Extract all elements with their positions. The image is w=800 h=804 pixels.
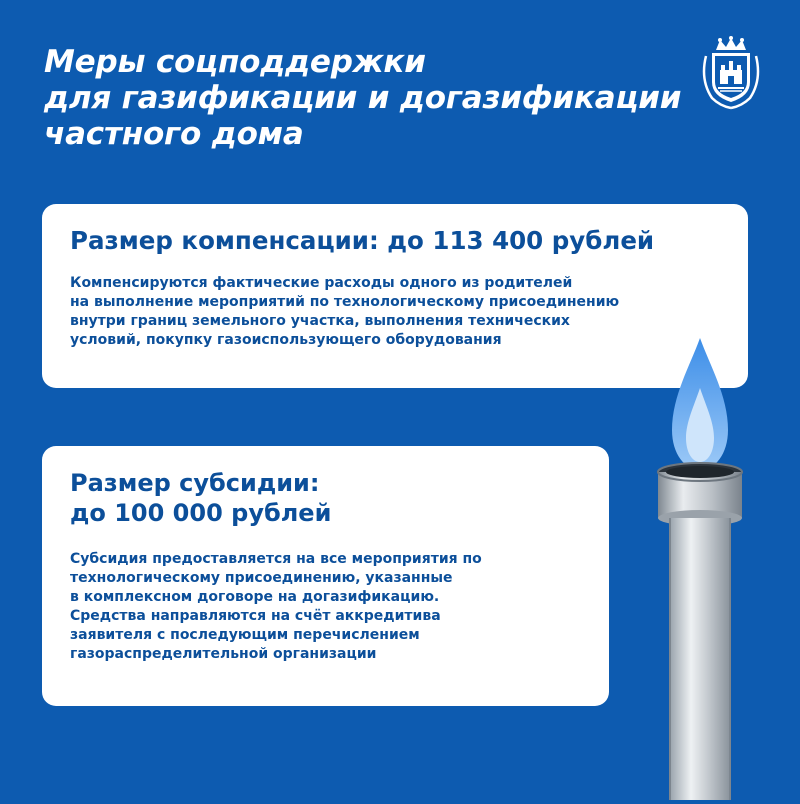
subsidy-line-6: газораспределительной организации [70, 646, 377, 662]
subsidy-card [42, 446, 609, 706]
subsidy-heading-line-1: Размер субсидии: [70, 469, 320, 497]
subsidy-line-1: Субсидия предоставляется на все мероприятия по [70, 551, 482, 567]
coat-of-arms-icon [700, 36, 762, 110]
compensation-line-3: внутри границ земельного участка, выполнения технических [70, 313, 570, 329]
title-line-3: частного дома [44, 116, 304, 152]
compensation-line-2: на выполнение мероприятий по технологическому присоединению [70, 294, 620, 310]
compensation-description [70, 274, 722, 350]
subsidy-line-5: заявителя с последующим перечислением [70, 627, 420, 643]
compensation-line-4: условий, покупку газоиспользующего оборудования [70, 332, 502, 348]
compensation-heading-text: Размер компенсации: до 113 400 рублей [70, 226, 655, 255]
compensation-line-1: Компенсируются фактические расходы одного из родителей [70, 275, 573, 291]
subsidy-description [70, 550, 583, 664]
subsidy-line-2: технологическому присоединению, указанные [70, 570, 453, 586]
title-line-2: для газификации и догазификации [44, 80, 682, 116]
subsidy-line-3: в комплексном договоре на догазификацию. [70, 589, 440, 605]
page-title [44, 44, 681, 152]
compensation-heading [70, 226, 722, 256]
title-line-1: Меры соцподдержки [44, 44, 426, 80]
gas-burner-pipe-icon [640, 326, 760, 800]
subsidy-heading-line-2: до 100 000 рублей [70, 499, 332, 527]
subsidy-line-4: Средства направляются на счёт аккредитива [70, 608, 441, 624]
subsidy-heading [70, 468, 583, 528]
